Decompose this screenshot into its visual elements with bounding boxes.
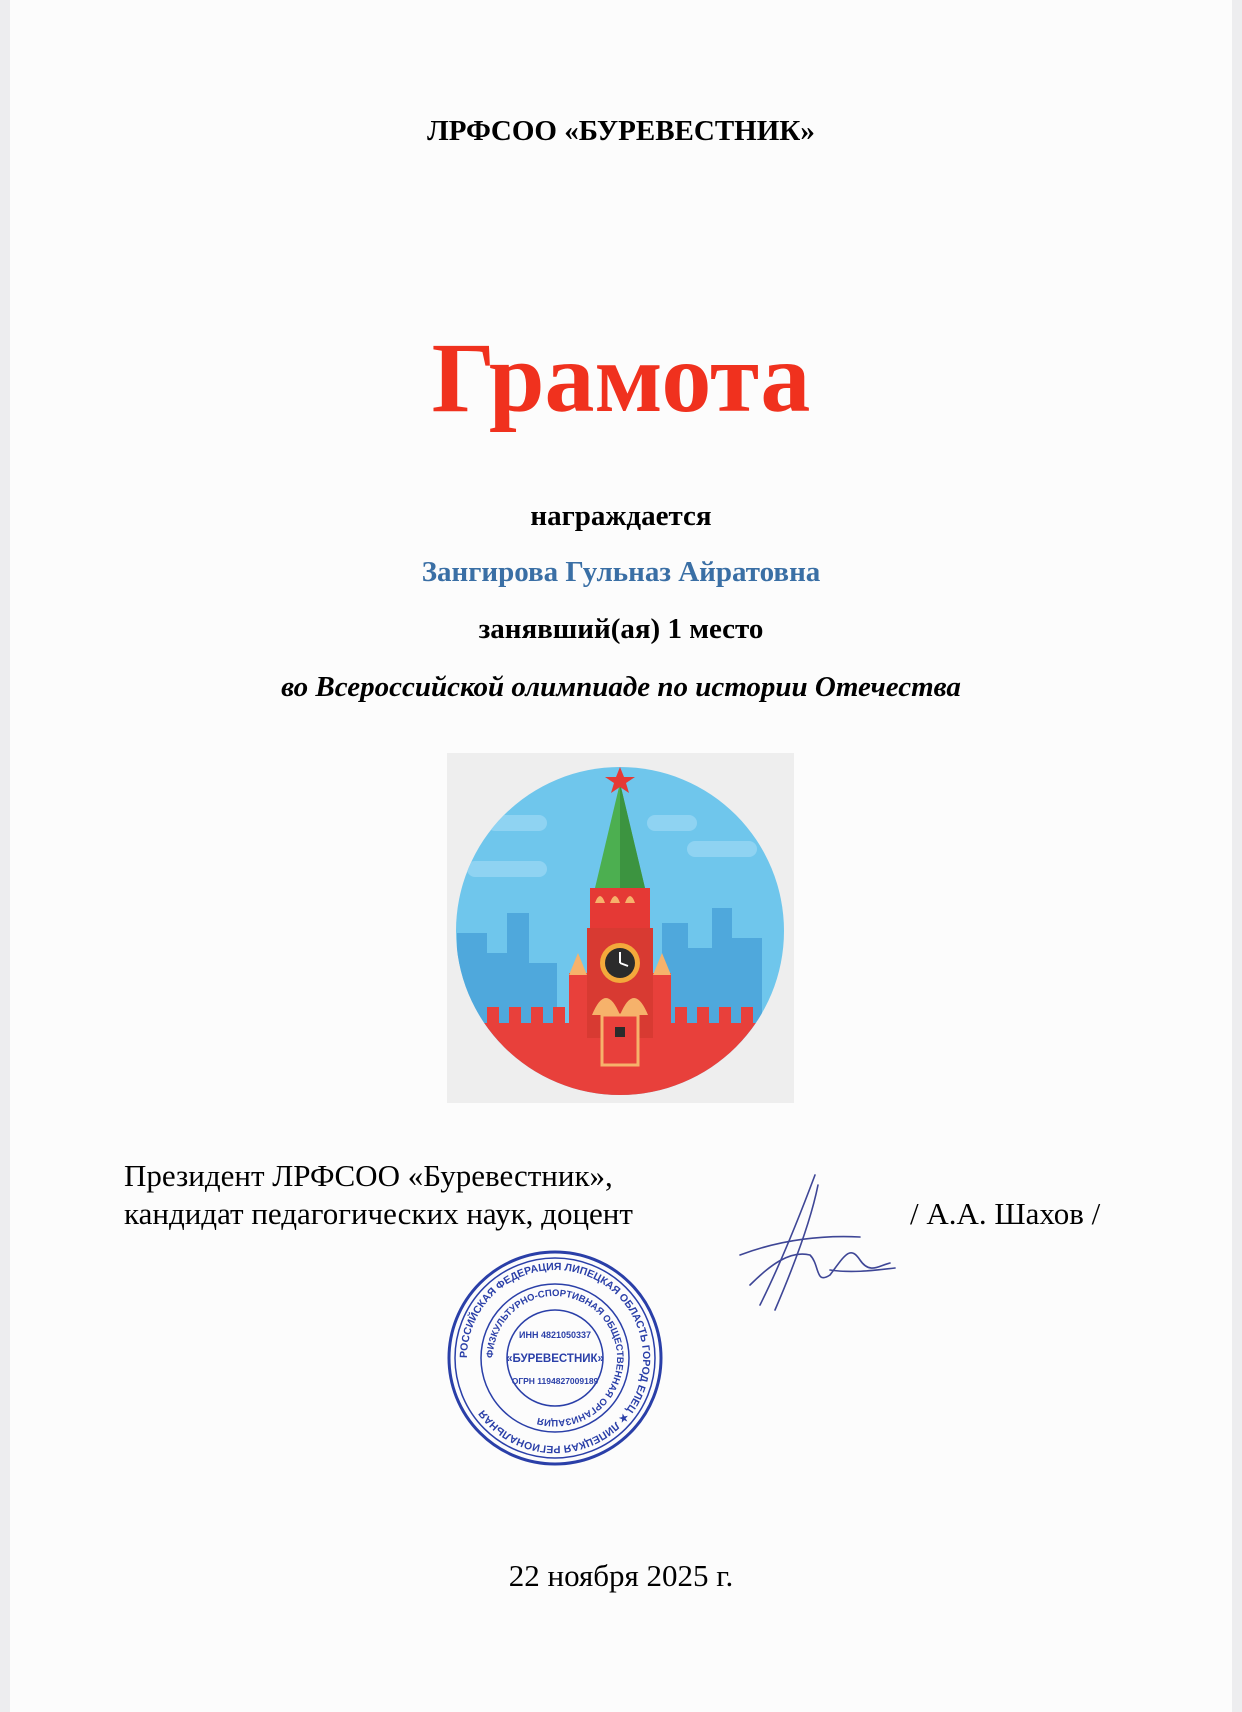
issue-date: 22 ноября 2025 г.: [508, 1558, 734, 1593]
awarded-label: награждается: [530, 500, 712, 532]
svg-text:ИНН 4821050337: ИНН 4821050337: [518, 1330, 592, 1340]
event-text: во Всероссийской олимпиаде по истории Отечества: [281, 671, 961, 703]
kremlin-tower-icon: [447, 753, 794, 1103]
page-edge-left: [0, 0, 10, 1712]
place-text: занявший(ая) 1 место: [478, 613, 764, 645]
signer-title-line1: Президент ЛРФСОО «Буревестник»,: [124, 1158, 613, 1193]
signer-title-line2: кандидат педагогических наук, доцент: [124, 1196, 633, 1231]
svg-text:РОССИЙСКАЯ ФЕДЕРАЦИЯ ЛИПЕЦКАЯ: РОССИЙСКАЯ ФЕДЕРАЦИЯ ЛИПЕЦКАЯ ОБЛАСТЬ ГОРОД ЕЛЕЦ ★ ЛИПЕЦКАЯ РЕГИОНАЛЬНАЯ: [457, 1260, 653, 1456]
handwritten-signature: [720, 1155, 910, 1325]
organization-stamp: [440, 1248, 670, 1468]
certificate-title: Грамота: [431, 322, 811, 433]
svg-text:«БУРЕВЕСТНИК»: «БУРЕВЕСТНИК»: [506, 1353, 604, 1365]
signer-name: / А.А. Шахов /: [910, 1196, 1101, 1231]
svg-text:ОГРН 1194827009189: ОГРН 1194827009189: [511, 1376, 599, 1386]
organization-name: ЛРФСОО «БУРЕВЕСТНИК»: [427, 115, 815, 147]
svg-text:ФИЗКУЛЬТУРНО-СПОРТИВНАЯ ОБЩЕСТ: ФИЗКУЛЬТУРНО-СПОРТИВНАЯ ОБЩЕСТВЕННАЯ ОРГАНИЗАЦИЯ: [484, 1287, 626, 1429]
recipient-name: Зангирова Гульназ Айратовна: [421, 556, 821, 588]
page-edge-right: [1232, 0, 1242, 1712]
